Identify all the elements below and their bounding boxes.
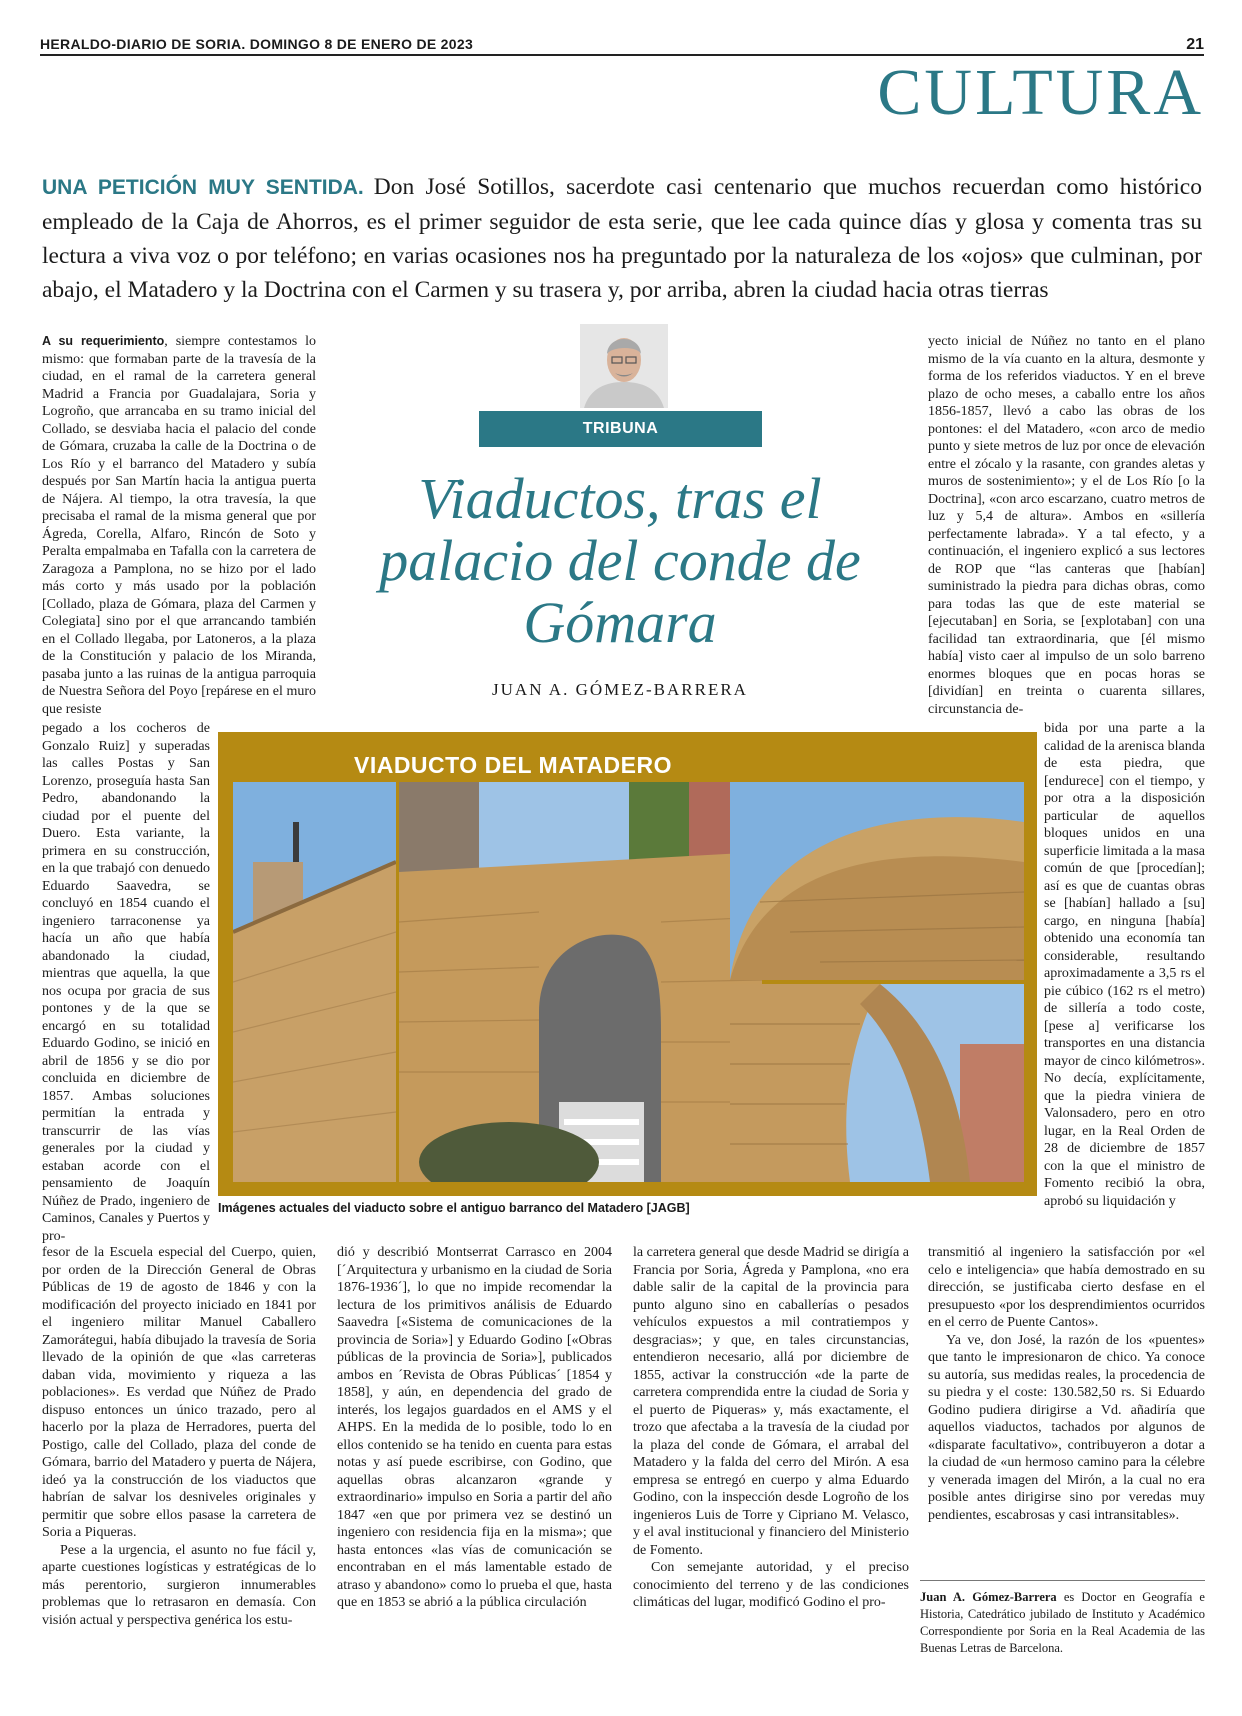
intro-text: Don José Sotillos, sacerdote casi centenario que muchos recuerdan como histórico empleado de la Caja de Ahorros, es el primer seguidor de esta serie, que lee cada quince días y glosa y comenta tras su lectura a viva voz o por teléfono; en varias ocasiones nos ha preguntado por la naturaleza de los «ojos» que culminan, por abajo, el Matadero y la Doctrina con el Carmen y su trasera y, por arriba, abren la ciudad hacia otras tierras: [42, 174, 1202, 303]
viaduct-photo-center: [399, 782, 762, 1182]
article-column-1-narrow: [42, 720, 210, 1245]
section-kicker: TRIBUNA: [479, 411, 762, 447]
column-text: Pese a la urgencia, el asunto no fue fácil y, aparte cuestiones logísticas y estratégicas de lo más perentorio, surgieron innumerables problemas que lo retrasaron en demasía. Con visión actual y perspectiva genérica los estu-: [42, 1542, 316, 1628]
column-text: Ya ve, don José, la razón de los «puentes» que tanto le impresionaron de chico. Ya conoce su autoría, sus medidas reales, la procedencia de su piedra y el coste: 130.582,50 rs. Si Eduardo Godino pudiera dirigirse a Vd. añadiría que aquellos viaductos, tachados por algunos de «disparate facultativo», contribuyeron a dotar a la ciudad de «un hermoso camino para la célebre y venerada imagen del Mirón, a la cual no era posible antes dirigirse sino por veredas muy pendientes, escabrosas y casi intransitables».: [928, 1332, 1205, 1523]
intro-lead: UNA PETICIÓN MUY SENTIDA.: [42, 176, 364, 199]
column-text: yecto inicial de Núñez no tanto en el plano mismo de la vía cuanto en la altura, desmonte y forma de los referidos viaductos. Y en el breve plazo de ocho meses, a caballo entre los años 1856-1857, llevó a cabo las obras de los pontones: el del Matadero, «con arco de medio punto y siete metros de luz por once de elevación entre el zócalo y la rasante, con grandes aletas y muros de sostenimiento»; y el de Los Río [o la Doctrina], «con arco escarzano, cuatro metros de luz y 5,4 de altura». Ambos en «sillería perfectamente labrada». Y a tal efecto, y a continuación, el ingeniero explicó a sus lectores de ROP que “las canteras que [habían] suministrado la piedra para dichas obras, como para todas las que de este material se [ejecutaban] en Soria, se [explotaban] con una facilidad tan extraordinaria, que [él mismo había] visto caer al impulso de un solo barreno enormes bloques que en pocas horas se [dividían] en treinta o cuarenta sillares, circunstancia de-: [928, 334, 1205, 717]
column-text: bida por una parte a la calidad de la arenisca blanda de esta piedra, que [endurece] con el tiempo, y por otra a la disposición particular de aquellos bloques unidos en una superficie limitada a la masa común de que [procedían]; así es que de cuantas obras se [habían] hallado a [su] cargo, en ninguna [había] obtenido una economía tan considerable, resultando aproximadamente a 3,5 rs el pie cúbico (162 rs el metro) de sillería a todo coste, [pese a] verificarse los transportes en una distancia mayor de cinco kilómetros». No decía, explícitamente, que la piedra viniera de Valonsadero, pero en otro lugar, en la Real Orden de 28 de diciembre de 1857 con la que el ministro de Fomento recibió la obra, aprobó su liquidación y: [1044, 721, 1205, 1209]
article-column-1: [42, 333, 316, 718]
column-text: Con semejante autoridad, y el preciso conocimiento del terreno y de las condiciones climáticas del lugar, modificó Godino el pro-: [633, 1560, 909, 1610]
viaduct-photo-bottom-right: [730, 984, 1024, 1182]
photo-title: VIADUCTO DEL MATADERO: [353, 752, 673, 778]
photo-collage: [218, 732, 1037, 1196]
article-column-3: [633, 1244, 909, 1612]
article-column-2: [337, 1244, 612, 1612]
column-text: fesor de la Escuela especial del Cuerpo, quien, por orden de la Dirección General de Obras Públicas de 19 de agosto de 1846 y con la modificación del proyecto iniciado en 1841 por el ingeniero militar Manuel Caballero Zamorátegui, había dibujado la travesía de Soria llevado de la opinión de que «las carreteras daban vida, movimiento y riqueza a las poblaciones». Es verdad que Núñez de Prado dispuso entonces un único trazado, pero al hacerlo por la plaza de Herradores, puerta del Postigo, calle del Collado, plaza del conde de Gómara, barrio del Matadero y puerta de Nájera, ideó ya la construcción de los viaductos que habrían de salvar los desniveles originales y permitir que sobre ellos pasase la carretera de Soria a Piqueras.: [42, 1245, 316, 1540]
viaduct-photo-top-right: [730, 782, 1024, 980]
author-photo: [580, 324, 668, 408]
column-text: pegado a los cocheros de Gonzalo Ruiz] y superadas las calles Postas y San Lorenzo, proseguía hasta San Pedro, abandonando la ciudad por el puente del Duero. Esta variante, la primera en su construcción, en la que trabajó con denuedo Eduardo Saavedra, se concluyó en 1854 cuando el ingeniero tarraconense ya hacía un año que había abandonado la ciudad, mientras que aquella, la que nos ocupa por gracia de sus pontones y de la que se encargó en su totalidad Eduardo Godino, se inició en abril de 1856 y se dio por concluida en diciembre de 1857. Ambas soluciones permitían la entrada y transcurrir de las vías generales por la ciudad y estaban acorde con el pensamiento de Joaquín Núñez de Prado, ingeniero de Caminos, Canales y Puertos y pro-: [42, 721, 210, 1244]
bio-text: es Doctor en Geografía e Historia, Catedrático jubilado de Instituto y Académico Correspondiente por Soria en la Real Academia de las Buenas Letras de Barcelona.: [920, 1590, 1205, 1655]
page-number: 21: [1186, 36, 1204, 53]
article-column-1-bottom: [42, 1244, 316, 1629]
column-text: transmitió al ingeniero la satisfacción por «el celo e inteligencia» que había demostrado en su dirección, se justificaba cierto desfase en el presupuesto «por los desprendimientos ocurridos en el cerro de Puente Cantos».: [928, 1245, 1205, 1330]
article-headline: Viaductos, tras el palacio del conde de Gómara: [379, 466, 861, 655]
intro-paragraph: [42, 170, 1202, 307]
photo-caption: Imágenes actuales del viaducto sobre el antiguo barranco del Matadero [JAGB]: [218, 1201, 690, 1215]
viaduct-photo-left: [233, 782, 396, 1182]
column-text: dió y describió Montserrat Carrasco en 2004 [´Arquitectura y urbanismo en la ciudad de Soria 1876-1936´], lo que no impide recomendar la lectura de los primitivos análisis de Eduardo Saavedra [«Sistema de comunicaciones de la provincia de Soria»] y Eduardo Godino [«Obras públicas de la provincia de Soria»], publicados ambos en ´Revista de Obras Públicas´ [1854 y 1858], y aún, en dependencia del grado de interés, los legajos guardados en el AMS y el AHPS. En la medida de lo posible, todo lo en ellos contenido se ha tenido en cuenta para estas notas y así puede escribirse, con Godino, que aquellas obras alcanzaron «grande y extraordinario» impulso en Soria a partir del año 1847 «en que por primera vez se destinó un ingeniero con residencia fija en la misma»; que hasta entonces «las vías de comunicación se encontraban en el más lamentable estado de atraso y abandono» como lo prueba el que, hasta que en 1853 se abrió a la pública circulación: [337, 1245, 612, 1610]
publication-dateline: HERALDO-DIARIO DE SORIA. DOMINGO 8 DE ENERO DE 2023: [40, 36, 474, 52]
bio-name: Juan A. Gómez-Barrera: [920, 1590, 1057, 1604]
masthead: [40, 36, 1204, 56]
section-title: CULTURA: [877, 56, 1204, 129]
column-text: la carretera general que desde Madrid se dirigía a Francia por Soria, Ágreda y Pamplona, «no era dable salir de la capital de la provincia para punto alguno sino en caballerías o pesados vehículos expuestos a mil contratiempos y desgracias»; y que, en tales circunstancias, entendieron necesario, allá por diciembre de 1855, activar la construcción «de la parte de carretera comprendida entre la ciudad de Soria y el puerto de Piqueras» y, más exactamente, el trozo que afectaba a la travesía de la ciudad por la plaza del conde de Gómara, el arrabal del Matadero y la falda del cerro del Mirón. A esa empresa se entregó en cuerpo y alma Eduardo Godino, con la inspección desde Logroño de los ingenieros Luis de Torre y Cipriano M. Velasco, y el aval institucional y financiero del Ministerio de Fomento.: [633, 1245, 909, 1558]
column-lead: A su requerimiento: [42, 334, 165, 348]
article-column-4: [928, 333, 1205, 718]
author-bio: [920, 1580, 1205, 1657]
article-column-4-bottom: [928, 1244, 1205, 1524]
article-column-4-narrow: [1044, 720, 1205, 1210]
article-byline: JUAN A. GÓMEZ-BARRERA: [492, 680, 748, 699]
column-text: , siempre contestamos lo mismo: que formaban parte de la travesía de la ciudad, en el ramal de la carretera general Madrid a Francia por Guadalajara, Soria y Logroño, que arrancaba en su tramo inicial del Collado, se desviaba hacia el palacio del conde de Gómara, cruzaba la calle de la Doctrina o de Los Río y el barranco del Matadero y subía después por San Martín hacia la antigua puerta de Nájera. Al tiempo, la otra travesía, la que precisaba el ramal de la misma general que por Ágreda, Corella, Alfaro, Rincón de Soto y Peralta empalmaba en Tafalla con la carretera de Zaragoza a Pamplona, no se hizo por el lado más corto y más usado por la población [Collado, plaza de Gómara, plaza del Carmen y Colegiata] sino por el que arrancando también en el Collado llegaba, por Latoneros, a la plaza de la Constitución y palacio de los Miranda, pasaba junto a las ruinas de la antigua parroquia de Nuestra Señora del Poyo [repárese en el muro que resiste: [42, 334, 316, 717]
